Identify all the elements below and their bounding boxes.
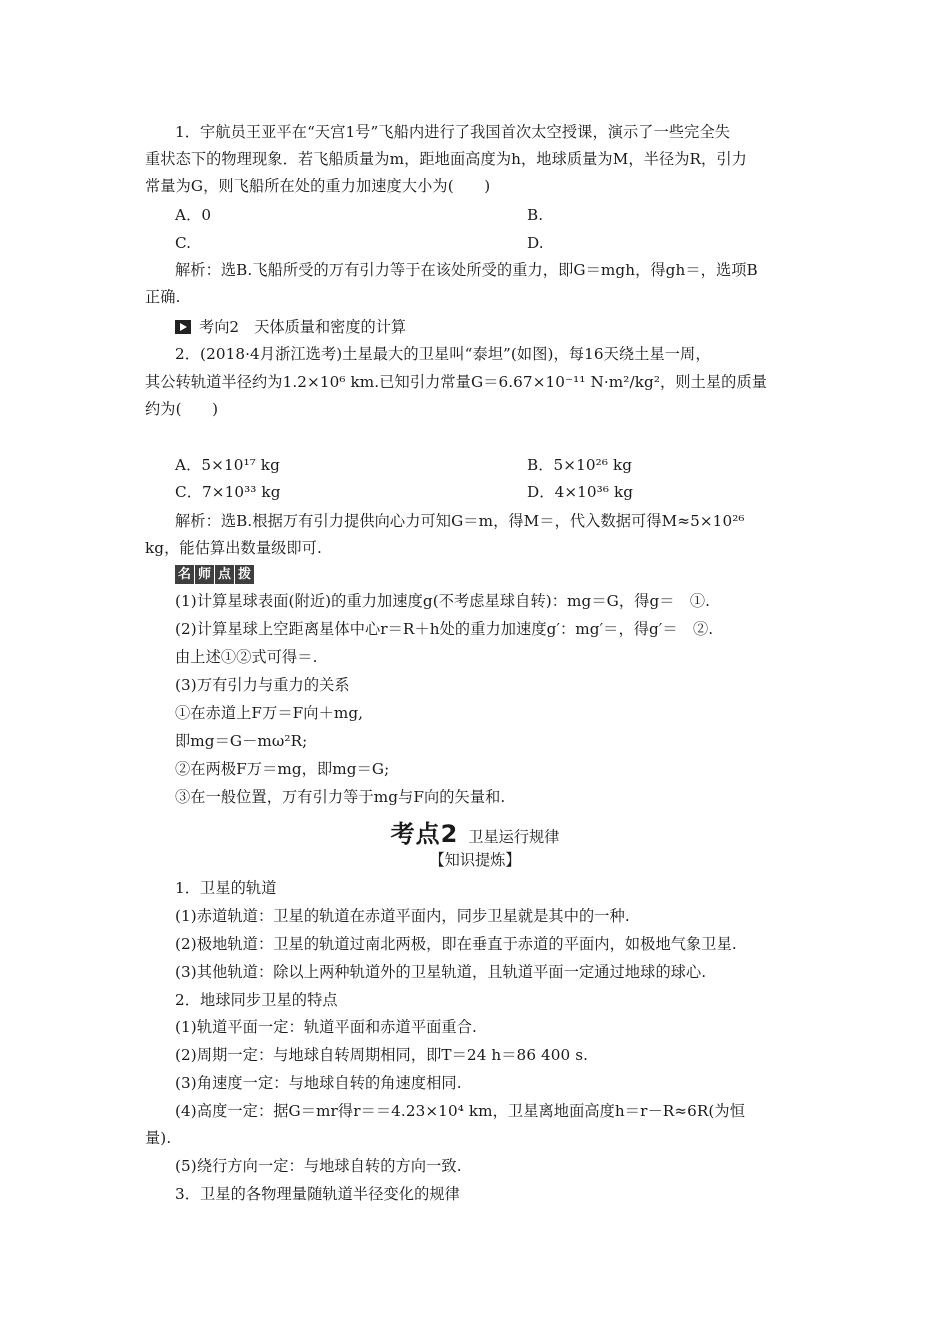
body-line-11: (5)绕行方向一定：与地球自转的方向一致. bbox=[175, 1157, 462, 1175]
tips-line-4: (3)万有引力与重力的关系 bbox=[175, 676, 350, 694]
tips-line-2: (2)计算星球上空距离星体中心r＝R＋h处的重力加速度g′：mg′＝，得g′＝ ②. bbox=[175, 620, 714, 638]
q2-option-d: D．4×10³⁶ kg bbox=[527, 483, 634, 501]
q1-option-d: D. bbox=[527, 234, 544, 252]
body-line-10: 量). bbox=[145, 1129, 172, 1147]
tips-line-1: (1)计算星球表面(附近)的重力加速度g(不考虑星球自转)：mg＝G，得g＝ ①. bbox=[175, 592, 711, 610]
badge-char-1: 名 bbox=[175, 565, 194, 584]
badge-char-3: 点 bbox=[215, 565, 234, 584]
body-line-8: (3)角速度一定：与地球自转的角速度相同. bbox=[175, 1074, 462, 1092]
body-line-7: (2)周期一定：与地球自转周期相同，即T＝24 h＝86 400 s. bbox=[175, 1046, 589, 1064]
q2-line-1: 2．(2018·4月浙江选考)土星最大的卫星叫“泰坦”(如图)，每16天绕土星一周， bbox=[175, 345, 711, 363]
body-line-2: (1)赤道轨道：卫星的轨道在赤道平面内，同步卫星就是其中的一种. bbox=[175, 907, 630, 925]
kaoxiang-2-label: 考向2 天体质量和密度的计算 bbox=[199, 318, 407, 336]
body-line-6: (1)轨道平面一定：轨道平面和赤道平面重合. bbox=[175, 1018, 477, 1036]
body-line-9: (4)高度一定：据G＝mr得r＝＝4.23×10⁴ km，卫星离地面高度h＝r－R≈6R(为恒 bbox=[175, 1102, 746, 1120]
badge-char-2: 师 bbox=[195, 565, 214, 584]
section-subtitle: 【知识提炼】 bbox=[429, 851, 521, 869]
q2-option-a: A．5×10¹⁷ kg bbox=[175, 456, 280, 474]
q1-line-3: 常量为G，则飞船所在处的重力加速度大小为( ) bbox=[145, 177, 491, 195]
tips-line-6: 即mg＝G－mω²R; bbox=[175, 732, 308, 750]
body-line-5: 2．地球同步卫星的特点 bbox=[175, 991, 338, 1009]
tips-line-8: ③在一般位置，万有引力等于mg与F向的矢量和. bbox=[175, 788, 506, 806]
section-heading bbox=[0, 814, 950, 849]
section-number: 考点2 bbox=[390, 820, 459, 848]
q2-solution-line-1: 解析：选B.根据万有引力提供向心力可知G＝m，得M＝，代入数据可得M≈5×10²⁶ bbox=[175, 512, 745, 530]
kaoxiang-2-heading bbox=[175, 316, 406, 338]
teacher-tips-badge bbox=[175, 565, 255, 584]
body-line-4: (3)其他轨道：除以上两种轨道外的卫星轨道，且轨道平面一定通过地球的球心. bbox=[175, 963, 707, 981]
q2-line-3: 约为( ) bbox=[145, 400, 219, 418]
q1-solution-line-1: 解析：选B.飞船所受的万有引力等于在该处所受的重力，即G＝mgh，得gh＝，选项B bbox=[175, 261, 758, 279]
play-triangle-icon bbox=[175, 320, 191, 334]
q2-option-b: B．5×10²⁶ kg bbox=[527, 456, 633, 474]
body-line-12: 3．卫星的各物理量随轨道半径变化的规律 bbox=[175, 1185, 460, 1203]
tips-line-3: 由上述①②式可得＝. bbox=[175, 648, 318, 666]
body-line-1: 1．卫星的轨道 bbox=[175, 879, 277, 897]
section-title: 卫星运行规律 bbox=[468, 828, 560, 846]
tips-line-7: ②在两极F万＝mg，即mg＝G; bbox=[175, 760, 390, 778]
q1-line-1: 1．宇航员王亚平在“天宫1号”飞船内进行了我国首次太空授课，演示了一些完全失 bbox=[175, 123, 731, 141]
q1-option-c: C. bbox=[175, 234, 192, 252]
q2-line-2: 其公转轨道半径约为1.2×10⁶ km.已知引力常量G＝6.67×10⁻¹¹ N·m²/kg²，则土星的质量 bbox=[145, 373, 768, 391]
q2-solution-line-2: kg，能估算出数量级即可. bbox=[145, 539, 322, 557]
q1-option-a: A．0 bbox=[175, 206, 212, 224]
tips-line-5: ①在赤道上F万＝F向＋mg, bbox=[175, 704, 364, 722]
badge-char-4: 拨 bbox=[235, 565, 254, 584]
q1-line-2: 重状态下的物理现象．若飞船质量为m，距地面高度为h，地球质量为M，半径为R，引力 bbox=[145, 150, 747, 168]
body-line-3: (2)极地轨道：卫星的轨道过南北两极，即在垂直于赤道的平面内，如极地气象卫星. bbox=[175, 935, 737, 953]
q1-solution-line-2: 正确. bbox=[145, 288, 181, 306]
q2-option-c: C．7×10³³ kg bbox=[175, 483, 281, 501]
q1-option-b: B. bbox=[527, 206, 544, 224]
